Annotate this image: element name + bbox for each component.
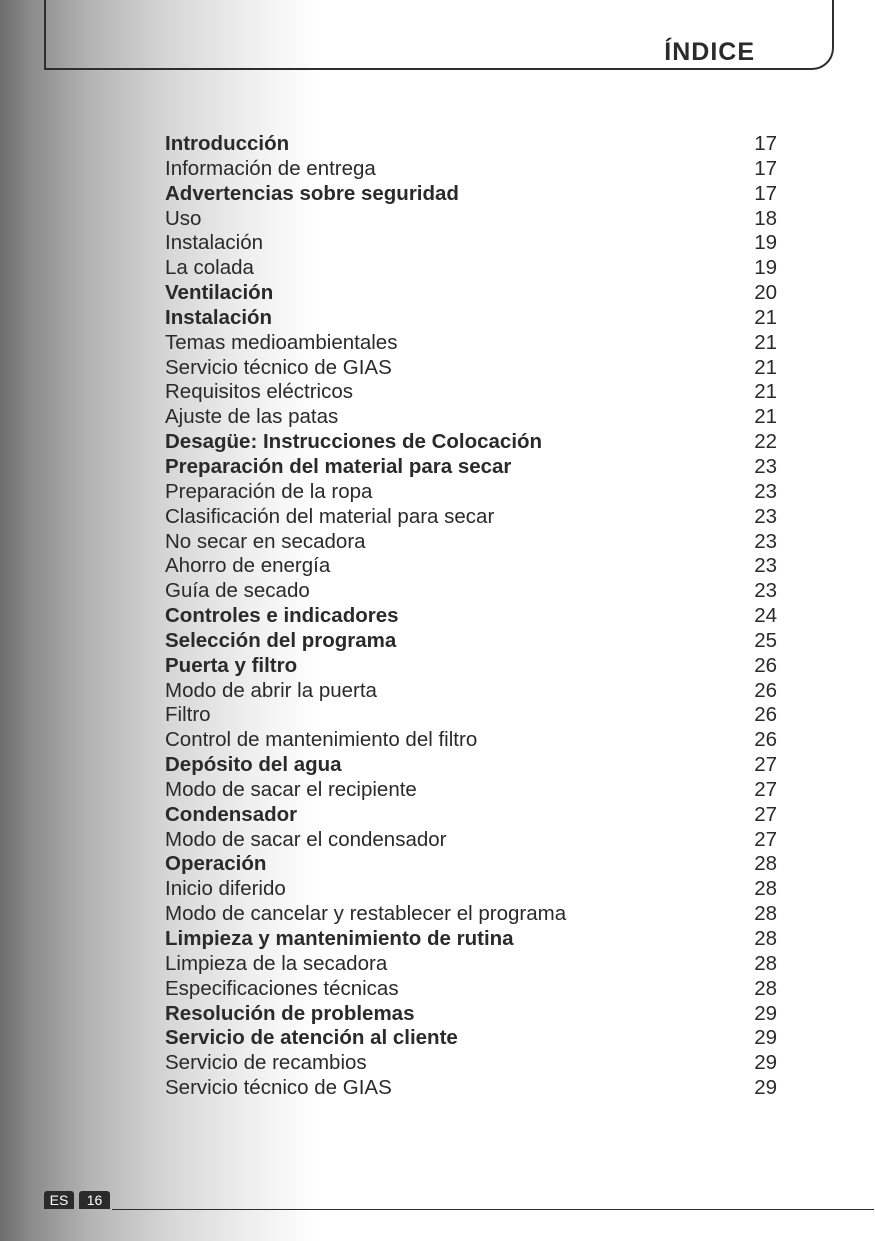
- toc-entry-label: Temas medioambientales: [165, 330, 398, 354]
- toc-entry: [165, 728, 777, 753]
- toc-entry-label: Uso: [165, 206, 202, 230]
- toc-entry: [165, 256, 777, 281]
- toc-entry-page-number: 29: [754, 1001, 777, 1025]
- toc-entry-label: Puerta y filtro: [165, 653, 298, 677]
- toc-entry-page-number: 23: [754, 504, 777, 528]
- toc-entry-label: Modo de cancelar y restablecer el programa: [165, 902, 567, 926]
- toc-entry-page-number: 25: [754, 628, 777, 652]
- toc-entry: [165, 579, 777, 604]
- toc-entry: [165, 405, 777, 430]
- page-number-tag: 16: [79, 1191, 110, 1209]
- toc-entry-page-number: 17: [754, 181, 777, 205]
- toc-entry-page-number: 17: [754, 156, 777, 180]
- toc-entry-page-number: 21: [754, 405, 777, 429]
- toc-entry: [165, 1026, 777, 1051]
- toc-entry-label: Limpieza de la secadora: [165, 951, 388, 975]
- toc-entry: [165, 480, 777, 505]
- toc-entry: [165, 430, 777, 455]
- toc-entry: [165, 1051, 777, 1076]
- toc-entry-page-number: 29: [754, 1026, 777, 1050]
- toc-entry: [165, 753, 777, 778]
- toc-entry: [165, 306, 777, 331]
- toc-entry-label: Instalación: [165, 305, 273, 329]
- toc-entry: [165, 505, 777, 530]
- toc-entry: [165, 902, 777, 927]
- toc-entry-page-number: 21: [754, 305, 777, 329]
- toc-entry-label: Condensador: [165, 802, 298, 826]
- toc-entry: [165, 828, 777, 853]
- toc-entry: [165, 629, 777, 654]
- toc-entry-label: Servicio de atención al cliente: [165, 1026, 458, 1050]
- table-of-contents: [165, 132, 777, 1101]
- toc-entry-page-number: 19: [754, 256, 777, 280]
- toc-entry-page-number: 26: [754, 703, 777, 727]
- toc-entry-page-number: 26: [754, 678, 777, 702]
- toc-entry-page-number: 18: [754, 206, 777, 230]
- toc-entry-label: Modo de abrir la puerta: [165, 678, 377, 702]
- toc-entry: [165, 231, 777, 256]
- toc-entry-page-number: 27: [754, 827, 777, 851]
- toc-entry-page-number: 23: [754, 529, 777, 553]
- toc-entry-label: La colada: [165, 256, 254, 280]
- toc-entry-label: Operación: [165, 852, 267, 876]
- toc-entry-page-number: 28: [754, 927, 777, 950]
- toc-entry: [165, 554, 777, 579]
- toc-entry-label: Guía de secado: [165, 579, 310, 603]
- toc-entry-page-number: 23: [754, 454, 777, 478]
- toc-entry-label: Instalación: [165, 231, 264, 255]
- toc-entry: [165, 356, 777, 381]
- toc-entry-page-number: 28: [754, 951, 777, 975]
- toc-entry-page-number: 20: [754, 281, 777, 305]
- toc-entry-page-number: 21: [754, 330, 777, 354]
- footer-rule: [112, 1209, 874, 1210]
- toc-entry-label: Depósito del agua: [165, 753, 342, 777]
- toc-entry-page-number: 26: [754, 728, 777, 752]
- toc-entry-page-number: 17: [754, 132, 777, 155]
- toc-entry-label: Especificaciones técnicas: [165, 976, 399, 1000]
- toc-entry-label: Inicio diferido: [165, 877, 286, 901]
- toc-entry-page-number: 27: [754, 753, 777, 777]
- toc-entry-label: No secar en secadora: [165, 529, 366, 553]
- toc-entry: [165, 927, 777, 952]
- toc-entry-page-number: 23: [754, 479, 777, 503]
- toc-entry-page-number: 28: [754, 852, 777, 876]
- page-title: ÍNDICE: [664, 38, 755, 66]
- toc-entry-page-number: 29: [754, 1076, 777, 1100]
- toc-entry-label: Introducción: [165, 132, 290, 155]
- toc-entry: [165, 182, 777, 207]
- toc-entry: [165, 654, 777, 679]
- toc-entry: [165, 852, 777, 877]
- toc-entry: [165, 679, 777, 704]
- toc-entry-label: Advertencias sobre seguridad: [165, 181, 459, 205]
- toc-entry-label: Ahorro de energía: [165, 554, 331, 578]
- toc-entry: [165, 877, 777, 902]
- toc-entry: [165, 380, 777, 405]
- toc-entry-label: Clasificación del material para secar: [165, 504, 495, 528]
- toc-entry-label: Modo de sacar el recipiente: [165, 777, 417, 801]
- toc-entry-label: Servicio técnico de GIAS: [165, 1076, 392, 1100]
- toc-entry-page-number: 27: [754, 777, 777, 801]
- toc-entry-label: Servicio de recambios: [165, 1051, 367, 1075]
- toc-entry-label: Servicio técnico de GIAS: [165, 355, 392, 379]
- toc-entry-page-number: 28: [754, 976, 777, 1000]
- toc-entry: [165, 281, 777, 306]
- toc-entry-page-number: 23: [754, 554, 777, 578]
- toc-entry: [165, 132, 777, 157]
- toc-entry: [165, 1002, 777, 1027]
- toc-entry-label: Información de entrega: [165, 156, 376, 180]
- toc-entry: [165, 778, 777, 803]
- language-tag: ES: [44, 1191, 74, 1209]
- toc-entry-label: Ventilación: [165, 281, 274, 305]
- toc-entry-page-number: 28: [754, 877, 777, 901]
- toc-entry-label: Filtro: [165, 703, 211, 727]
- toc-entry: [165, 455, 777, 480]
- toc-entry: [165, 530, 777, 555]
- toc-entry-page-number: 24: [754, 604, 777, 628]
- toc-entry-page-number: 19: [754, 231, 777, 255]
- toc-entry: [165, 331, 777, 356]
- toc-entry-page-number: 29: [754, 1051, 777, 1075]
- toc-entry-page-number: 21: [754, 380, 777, 404]
- toc-entry-page-number: 27: [754, 802, 777, 826]
- toc-entry-page-number: 23: [754, 579, 777, 603]
- toc-entry: [165, 157, 777, 182]
- toc-entry: [165, 207, 777, 232]
- toc-entry: [165, 604, 777, 629]
- toc-entry-label: Limpieza y mantenimiento de rutina: [165, 927, 514, 950]
- toc-entry-label: Ajuste de las patas: [165, 405, 339, 429]
- toc-entry-label: Preparación de la ropa: [165, 479, 373, 503]
- toc-entry: [165, 703, 777, 728]
- toc-entry-page-number: 22: [754, 430, 777, 454]
- toc-entry-page-number: 28: [754, 902, 777, 926]
- toc-entry-label: Controles e indicadores: [165, 604, 399, 628]
- toc-entry-label: Preparación del material para secar: [165, 454, 512, 478]
- toc-entry: [165, 952, 777, 977]
- toc-entry-label: Modo de sacar el condensador: [165, 827, 447, 851]
- toc-entry-label: Desagüe: Instrucciones de Colocación: [165, 430, 543, 454]
- toc-entry: [165, 977, 777, 1002]
- toc-entry-label: Resolución de problemas: [165, 1001, 415, 1025]
- toc-entry-label: Selección del programa: [165, 628, 397, 652]
- toc-entry-page-number: 26: [754, 653, 777, 677]
- toc-entry: [165, 803, 777, 828]
- toc-entry-page-number: 21: [754, 355, 777, 379]
- toc-entry: [165, 1076, 777, 1101]
- toc-entry-label: Control de mantenimiento del filtro: [165, 728, 478, 752]
- toc-entry-label: Requisitos eléctricos: [165, 380, 353, 404]
